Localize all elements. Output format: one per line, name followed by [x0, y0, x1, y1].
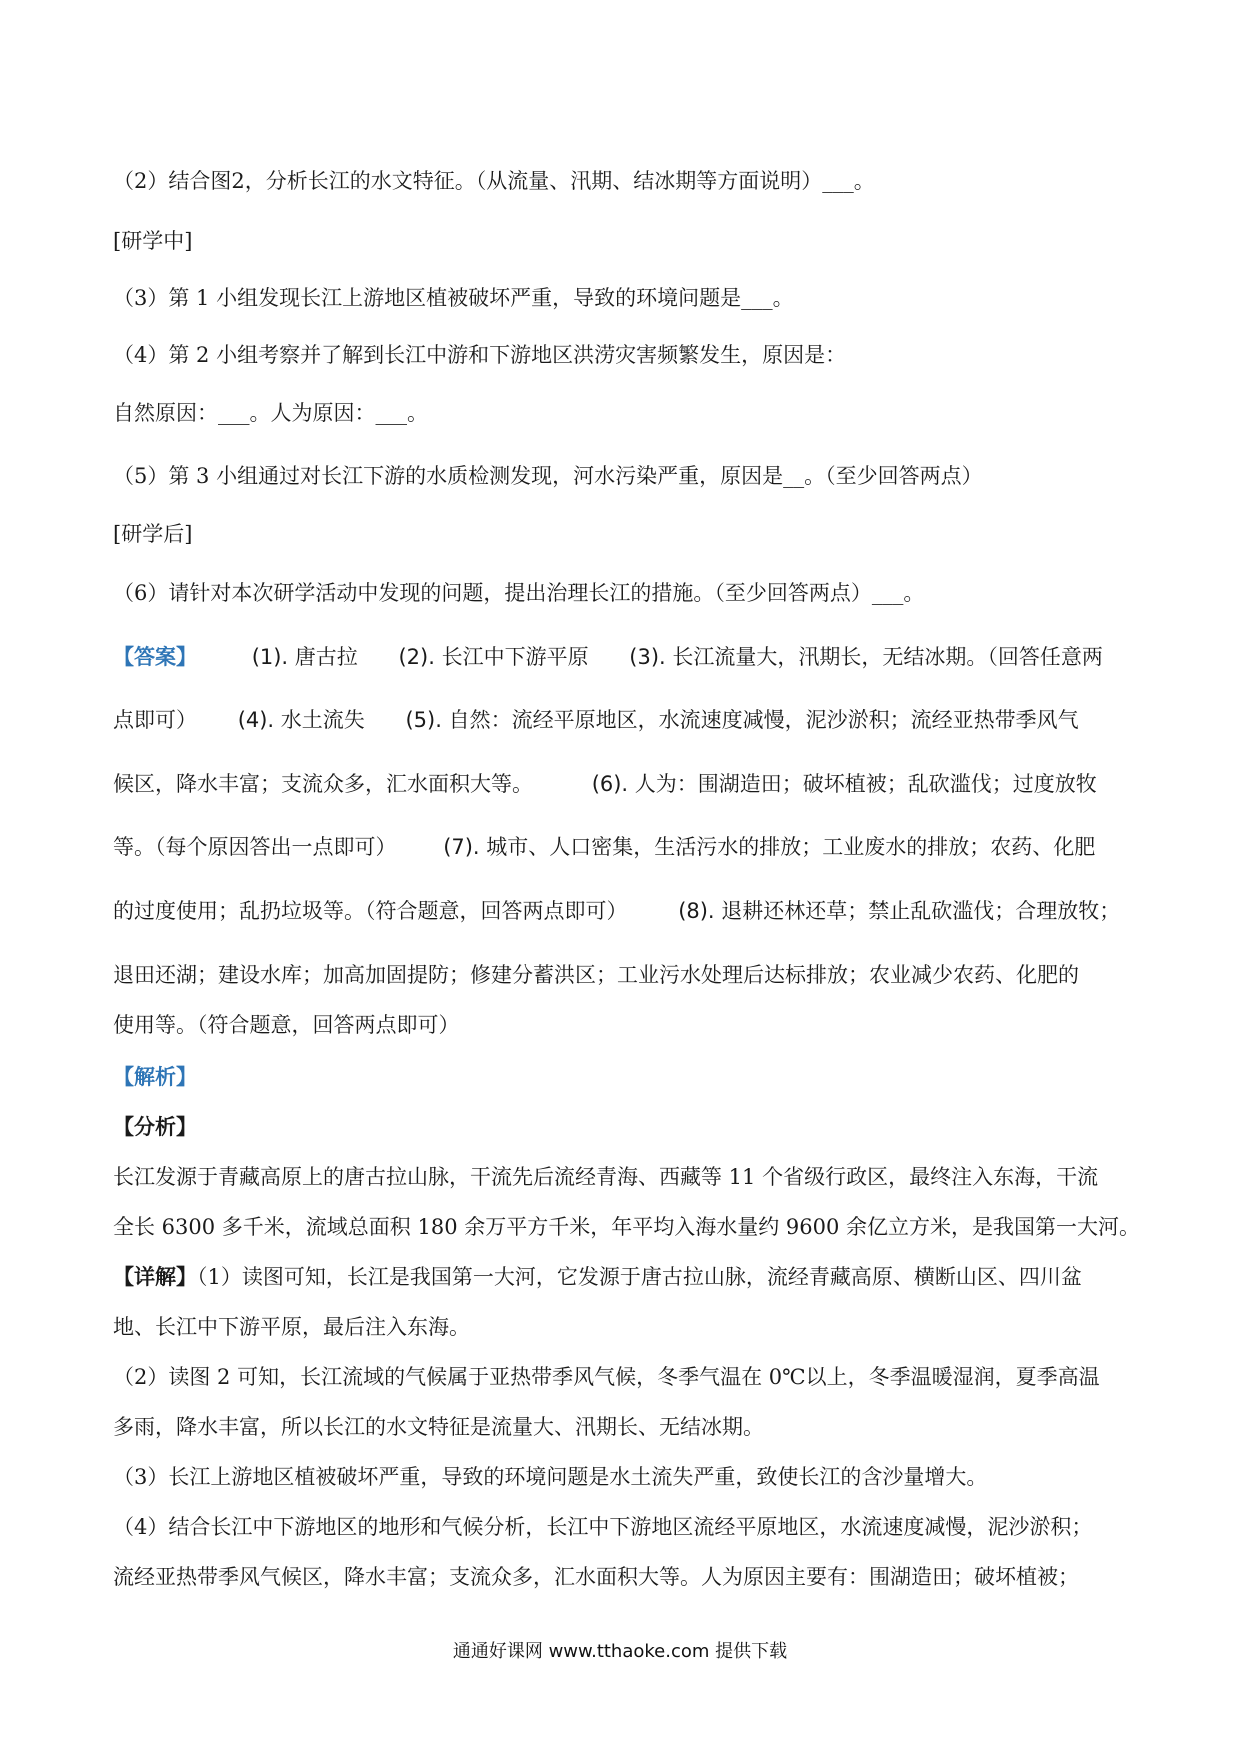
question-4-blanks: 自然原因：___。人为原因：___。 — [113, 401, 428, 425]
detail-text: （1）读图可知，长江是我国第一大河，它发源于唐古拉山脉，流经青藏高原、横断山区、四川盆 — [197, 1265, 1082, 1289]
question-4: （4）第 2 小组考察并了解到长江中游和下游地区洪涝灾害频繁发生，原因是： — [113, 343, 847, 367]
answer-line-4 — [113, 832, 1133, 862]
answer-text: 等。（每个原因答出一点即可） — [113, 835, 397, 859]
analysis-paragraph-line-2: 全长 6300 多千米，流域总面积 180 余万平方千米，年平均入海水量约 9600 余亿立方米，是我国第一大河。 — [113, 1215, 1141, 1239]
question-5: （5）第 3 小组通过对长江下游的水质检测发现，河水污染严重，原因是__。（至少回答两点） — [113, 464, 983, 488]
answer-line-7: 使用等。（符合题意，回答两点即可） — [113, 1013, 460, 1037]
answer-text: 点即可） — [113, 708, 197, 732]
analysis-tag — [113, 1062, 1133, 1092]
answer-item-5: (5). 自然：流经平原地区，水流速度减慢，泥沙淤积；流经亚热带季风气 — [405, 708, 1079, 732]
answer-line-3 — [113, 769, 1133, 799]
answer-line-2 — [113, 705, 1133, 735]
analysis-paragraph-line-1: 长江发源于青藏高原上的唐古拉山脉，干流先后流经青海、西藏等 11 个省级行政区，最终注入东海，干流 — [113, 1165, 1099, 1189]
answer-line-5 — [113, 896, 1133, 926]
detail-4-line-1: （4）结合长江中下游地区的地形和气候分析，长江中下游地区流经平原地区，水流速度减慢，泥沙淤积； — [113, 1515, 1093, 1539]
question-3: （3）第 1 小组发现长江上游地区植被破坏严重，导致的环境问题是___。 — [113, 286, 794, 310]
question-6: （6）请针对本次研学活动中发现的问题，提出治理长江的措施。（至少回答两点）___。 — [113, 581, 925, 605]
detail-2-line-1: （2）读图 2 可知，长江流域的气候属于亚热带季风气候，冬季气温在 0℃以上，冬季温暖湿润，夏季高温 — [113, 1365, 1100, 1389]
answer-tag: 【答案】 — [113, 645, 197, 669]
detail-tag: 【详解】 — [113, 1264, 197, 1289]
section-during-header: [研学中] — [113, 229, 193, 253]
answer-line-1 — [113, 642, 1133, 672]
detail-3: （3）长江上游地区植被破坏严重，导致的环境问题是水土流失严重，致使长江的含沙量增大。 — [113, 1465, 988, 1489]
answer-item-7: (7). 城市、人口密集，生活污水的排放；工业废水的排放；农药、化肥 — [443, 835, 1096, 859]
analysis-label: 【解析】 — [113, 1064, 197, 1089]
footer-watermark: 通通好课网 www.tthaoke.com 提供下载 — [452, 1641, 788, 1662]
answer-item-2: (2). 长江中下游平原 — [398, 645, 589, 669]
detail-4-line-2: 流经亚热带季风气候区，降水丰富；支流众多，汇水面积大等。人为原因主要有：围湖造田；破坏植被； — [113, 1565, 1079, 1589]
detail-1-line-1 — [113, 1262, 1133, 1292]
detail-1-line-2: 地、长江中下游平原，最后注入东海。 — [113, 1315, 470, 1339]
analysis-sublabel: 【分析】 — [113, 1114, 197, 1139]
answer-item-3: (3). 长江流量大，汛期长，无结冰期。（回答任意两 — [629, 645, 1103, 669]
answer-item-8: (8). 退耕还林还草；禁止乱砍滥伐；合理放牧； — [678, 899, 1121, 923]
analysis-subtag — [113, 1112, 1133, 1142]
section-after-header: [研学后] — [113, 522, 193, 546]
answer-text: 候区，降水丰富；支流众多，汇水面积大等。 — [113, 772, 533, 796]
question-2: （2）结合图2，分析长江的水文特征。（从流量、汛期、结冰期等方面说明）___。 — [113, 169, 875, 193]
answer-text: 的过度使用；乱扔垃圾等。（符合题意，回答两点即可） — [113, 899, 628, 923]
answer-line-6: 退田还湖；建设水库；加高加固提防；修建分蓄洪区；工业污水处理后达标排放；农业减少农药、化肥的 — [113, 963, 1079, 987]
answer-item-1: (1). 唐古拉 — [251, 645, 358, 669]
answer-item-6: (6). 人为：围湖造田；破坏植被；乱砍滥伐；过度放牧 — [591, 772, 1097, 796]
answer-item-4: (4). 水土流失 — [237, 708, 365, 732]
detail-2-line-2: 多雨，降水丰富，所以长江的水文特征是流量大、汛期长、无结冰期。 — [113, 1415, 764, 1439]
